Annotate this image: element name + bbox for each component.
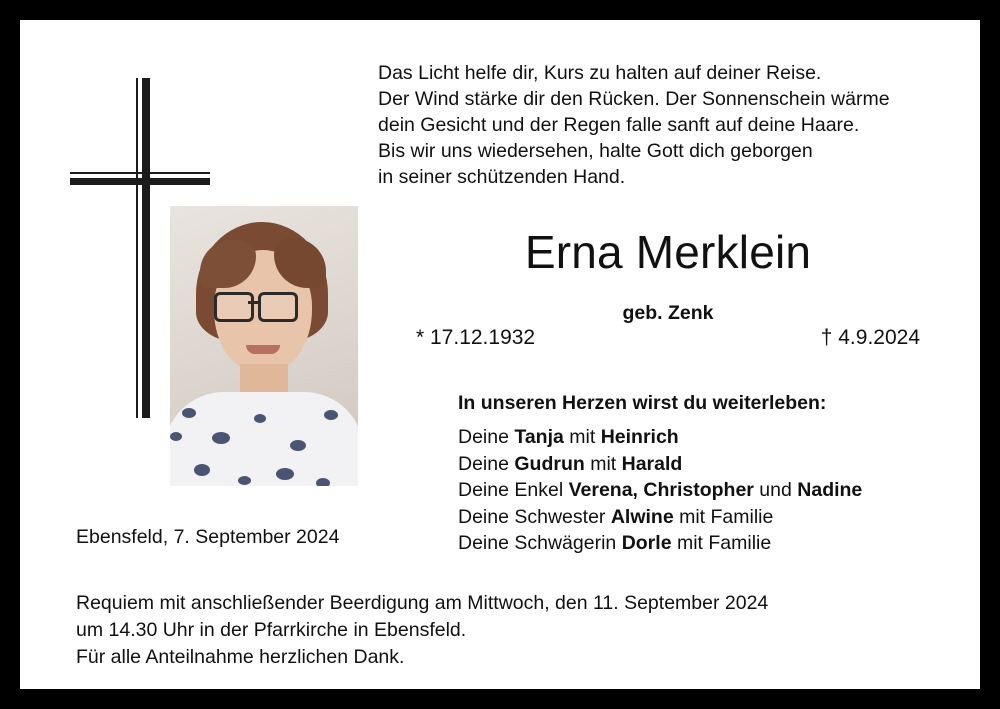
family-prefix: Deine Schwägerin <box>458 532 622 554</box>
service-details <box>76 590 956 671</box>
family-name: Heinrich <box>600 426 679 448</box>
family-prefix: Deine <box>458 426 515 448</box>
family-prefix: Deine <box>458 452 515 475</box>
list-item <box>458 504 978 531</box>
poem-line: dein Gesicht und der Regen falle sanft auf deine Haare. <box>378 114 860 136</box>
family-name: Dorle <box>621 532 672 554</box>
memorial-poem <box>378 60 958 190</box>
list-item <box>458 424 978 451</box>
family-prefix: Deine Enkel <box>458 479 569 501</box>
poem-line: Bis wir uns wiedersehen, halte Gott dich geborgen <box>378 140 813 162</box>
place-and-date: Ebensfeld, 7. September 2024 <box>76 526 340 548</box>
poem-line: Das Licht helfe dir, Kurs zu halten auf deiner Reise. <box>378 62 822 84</box>
deceased-name: Erna Merklein <box>524 226 812 278</box>
service-line: Für alle Anteilnahme herzlichen Dank. <box>76 646 405 668</box>
family-name: Alwine <box>610 505 674 528</box>
portrait-photo <box>170 206 358 486</box>
family-list <box>458 424 978 557</box>
maiden-name: geb. Zenk <box>622 302 714 324</box>
obituary-card <box>20 20 980 689</box>
family-prefix: Deine Schwester <box>458 505 611 528</box>
death-date: † 4.9.2024 <box>820 326 920 349</box>
family-name: Gudrun <box>514 452 585 475</box>
poem-line: Der Wind stärke dir den Rücken. Der Sonnenschein wärme <box>378 88 890 110</box>
family-middle: mit Familie <box>673 505 774 528</box>
service-line: um 14.30 Uhr in der Pfarrkirche in Ebensfeld. <box>76 619 467 641</box>
family-name: Nadine <box>797 479 863 501</box>
poem-line: in seiner schützenden Hand. <box>378 166 626 188</box>
family-middle: und <box>753 479 798 501</box>
life-dates <box>378 326 958 350</box>
list-item <box>458 530 978 557</box>
list-item <box>458 477 978 504</box>
service-line: Requiem mit anschließender Beerdigung am Mittwoch, den 11. September 2024 <box>76 592 769 614</box>
remembrance-intro: In unseren Herzen wirst du weiterleben: <box>458 392 827 414</box>
family-middle: mit Familie <box>671 532 772 554</box>
family-name: Tanja <box>514 426 564 448</box>
family-middle: mit <box>584 452 622 475</box>
birth-date: * 17.12.1932 <box>416 326 536 349</box>
list-item <box>458 451 978 478</box>
family-name: Verena, Christopher <box>568 479 754 501</box>
family-middle: mit <box>563 426 601 448</box>
family-name: Harald <box>621 452 683 475</box>
